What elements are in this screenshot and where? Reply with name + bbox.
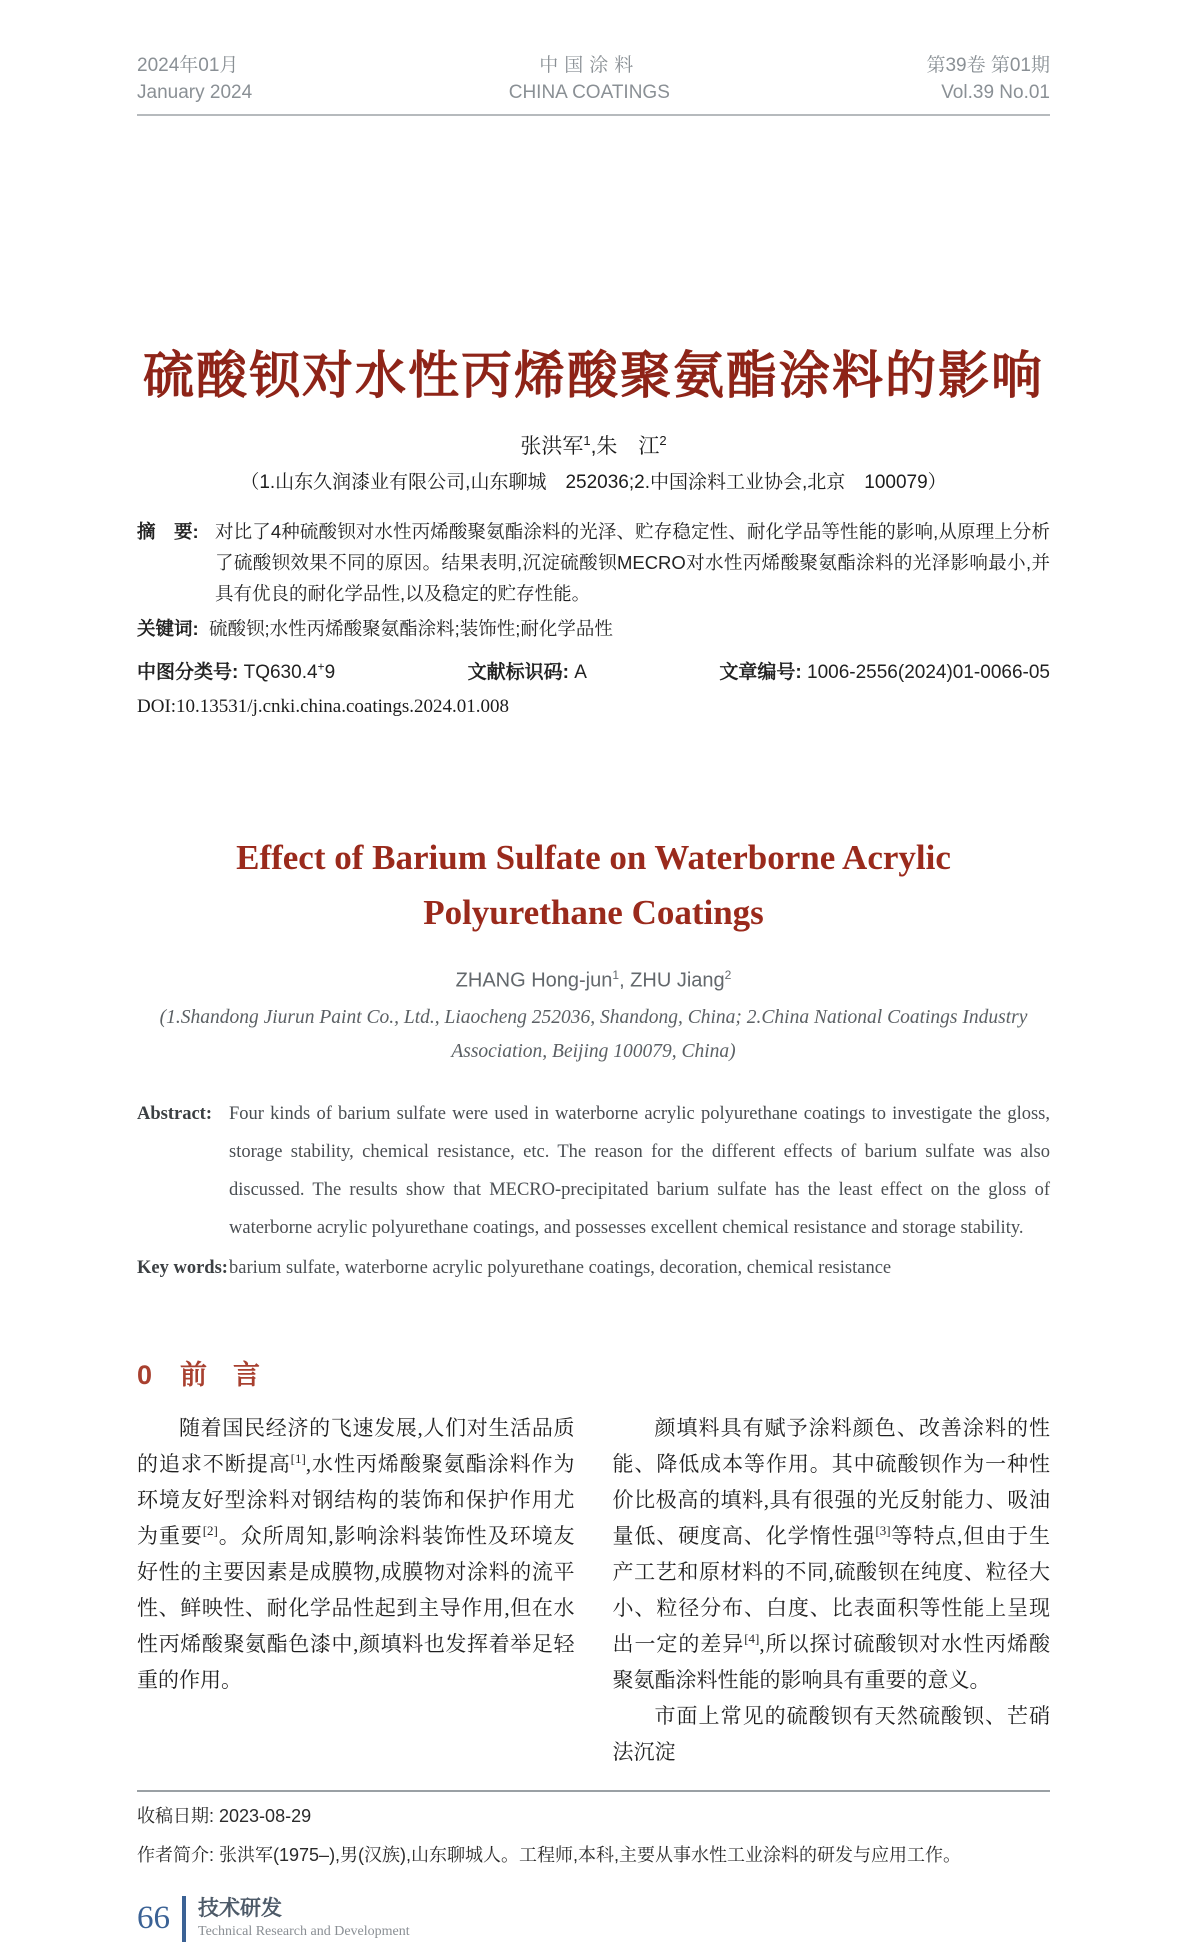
volume-issue-cn: 第39卷 第01期 [926, 55, 1050, 76]
body-left-column [137, 1410, 575, 1770]
journal-header [137, 0, 1050, 116]
clc-value-tail: 9 [324, 662, 336, 683]
article-id-label: 文章编号: [719, 662, 808, 683]
intro-paragraph-2 [613, 1410, 1051, 1698]
footer-divider-bar [182, 1896, 186, 1942]
document-code-value: A [574, 662, 587, 683]
footer-column-name [198, 1897, 410, 1940]
author-1-en: ZHANG Hong-jun [455, 969, 613, 992]
keywords-cn-text: 硫酸钡;水性丙烯酸聚氨酯涂料;装饰性;耐化学品性 [209, 618, 613, 639]
intro-paragraph-3: 市面上常见的硫酸钡有天然硫酸钡、芒硝法沉淀 [612, 1703, 1050, 1764]
body-two-columns [137, 1410, 1050, 1770]
author-1-affil-mark: 1 [583, 433, 591, 448]
intro-p1-text2: ,水性丙烯酸聚氨酯涂料作为环境友好型涂料对钢结构的装饰和保护作用尤为重要 [137, 1451, 575, 1548]
journal-name-cn: 中国涂料 [539, 55, 640, 76]
keywords-cn-label: 关键词: [137, 618, 199, 639]
author-1-en-affil-mark: 1 [612, 968, 620, 982]
abstract-en-label: Abstract: [137, 1103, 213, 1124]
author-bio-label: 作者简介: [137, 1844, 220, 1865]
intro-p2-text2: 等特点,但由于生产工艺和原材料的不同,硫酸钡在纯度、粒径大小、粒径分布、白度、比表面积等性能上呈现出一定的差异 [612, 1523, 1051, 1656]
affiliations-en: (1.Shandong Jiurun Paint Co., Ltd., Liaocheng 252036, Shandong, China; 2.China National Coatings Industry Association, Beijing 100079, China) [159, 1006, 1028, 1062]
document-code-label: 文献标识码: [467, 662, 575, 683]
keywords-cn [137, 613, 1050, 644]
article-title-cn: 硫酸钡对水性丙烯酸聚氨酯涂料的影响 [142, 347, 1044, 404]
abstract-cn [137, 516, 1050, 609]
author-bio-text: 张洪军(1975–),男(汉族),山东聊城人。工程师,本科,主要从事水性工业涂料的研发与应用工作。 [219, 1844, 962, 1865]
doi: DOI:10.13531/j.cnki.china.coatings.2024.01.008 [137, 696, 510, 717]
body-right-column [613, 1410, 1051, 1770]
journal-name-en: CHINA COATINGS [508, 82, 670, 103]
abstract-en-text: Four kinds of barium sulfate were used in waterborne acrylic polyurethane coatings to investigate the gloss, storage stability, chemical resistance, etc. The reason for the different effects of barium sulfate was also discussed. The results show that MECRO-precipitated barium sulfate has the least effect on the gloss of waterborne acrylic polyurethane coatings, and possesses excellent chemical resistance and storage stability. [229, 1103, 1050, 1238]
author-1-cn: 张洪军 [520, 435, 584, 458]
article-title-en-line2: Polyurethane Coatings [423, 893, 764, 932]
author-2-en-affil-mark: 2 [724, 968, 732, 982]
section-0-number: 0 [137, 1359, 153, 1390]
clc-value-sup: + [317, 659, 325, 674]
issue-date-en: January 2024 [137, 82, 253, 103]
intro-p1-text3: 。众所周知,影响涂料装饰性及环境友好性的主要因素是成膜物,成膜物对涂料的流平性、鲜映性、耐化学品性起到主导作用,但在水性丙烯酸聚氨酯色漆中,颜填料也发挥着举足轻重的作用。 [137, 1523, 575, 1692]
keywords-en [137, 1249, 1050, 1287]
intro-paragraph-1 [137, 1410, 575, 1698]
volume-issue-en: Vol.39 No.01 [941, 82, 1050, 103]
received-date-value: 2023-08-29 [219, 1805, 312, 1826]
header-issue-date [137, 52, 252, 106]
clc-number [137, 657, 335, 684]
keywords-en-text: barium sulfate, waterborne acrylic polyurethane coatings, decoration, chemical resistance [229, 1257, 892, 1278]
issue-date-cn: 2024年01月 [137, 55, 239, 76]
authors-cn [137, 430, 1050, 460]
footer-column-cn: 技术研发 [198, 1897, 282, 1921]
footnote-divider [137, 1790, 1050, 1792]
footer-column-en: Technical Research and Development [198, 1924, 410, 1940]
citation-ref-1: [1] [290, 1450, 306, 1466]
abstract-en [137, 1095, 1050, 1247]
section-0-title: 前言 [180, 1359, 287, 1390]
keywords-en-label: Key words: [137, 1257, 228, 1278]
header-journal-name [509, 52, 670, 106]
document-code [468, 657, 587, 684]
intro-p1-text: 随着国民经济的飞速发展,人们对生活品质的追求不断提高 [137, 1415, 575, 1476]
author-2-en: , ZHU Jiang [619, 969, 725, 992]
citation-ref-3: [3] [875, 1522, 891, 1538]
abstract-cn-text: 对比了4种硫酸钡对水性丙烯酸聚氨酯涂料的光泽、贮存稳定性、耐化学品等性能的影响,从原理上分析了硫酸钡效果不同的原因。结果表明,沉淀硫酸钡MECRO对水性丙烯酸聚氨酯涂料的光泽影响最小,并具有优良的耐化学品性,以及稳定的贮存性能。 [215, 521, 1050, 604]
citation-ref-2: [2] [202, 1522, 218, 1538]
author-2-cn: ,朱 江 [590, 435, 660, 458]
clc-label: 中图分类号: [137, 662, 244, 683]
article-title-en [137, 830, 1050, 940]
article-meta-row [137, 657, 1050, 684]
affiliations-cn: （1.山东久润漆业有限公司,山东聊城 252036;2.中国涂料工业协会,北京 100079） [240, 472, 947, 493]
header-volume-issue [926, 52, 1050, 106]
citation-ref-4: [4] [744, 1630, 760, 1646]
intro-p2-text: 颜填料具有赋予涂料颜色、改善涂料的性能、降低成本等作用。其中硫酸钡作为一种性价比极高的填料,具有很强的光反射能力、吸油量低、硬度高、化学惰性强 [612, 1415, 1050, 1548]
clc-value-main: TQ630.4 [243, 662, 318, 683]
author-2-affil-mark: 2 [659, 433, 667, 448]
received-date-label: 收稿日期: [137, 1805, 220, 1826]
authors-en [137, 968, 1050, 993]
abstract-cn-label: 摘 要: [137, 521, 199, 542]
article-id-value: 1006-2556(2024)01-0066-05 [807, 662, 1050, 683]
section-0-heading [137, 1353, 1050, 1392]
page-number: 66 [137, 1900, 170, 1937]
article-id [719, 657, 1050, 684]
intro-p2-text3: ,所以探讨硫酸钡对水性丙烯酸聚氨酯涂料性能的影响具有重要的意义。 [612, 1631, 1051, 1692]
received-date-note [137, 1802, 1050, 1831]
article-title-en-line1: Effect of Barium Sulfate on Waterborne Acrylic [236, 838, 951, 877]
page-footer [137, 1896, 1050, 1942]
author-bio-note [137, 1841, 1050, 1870]
